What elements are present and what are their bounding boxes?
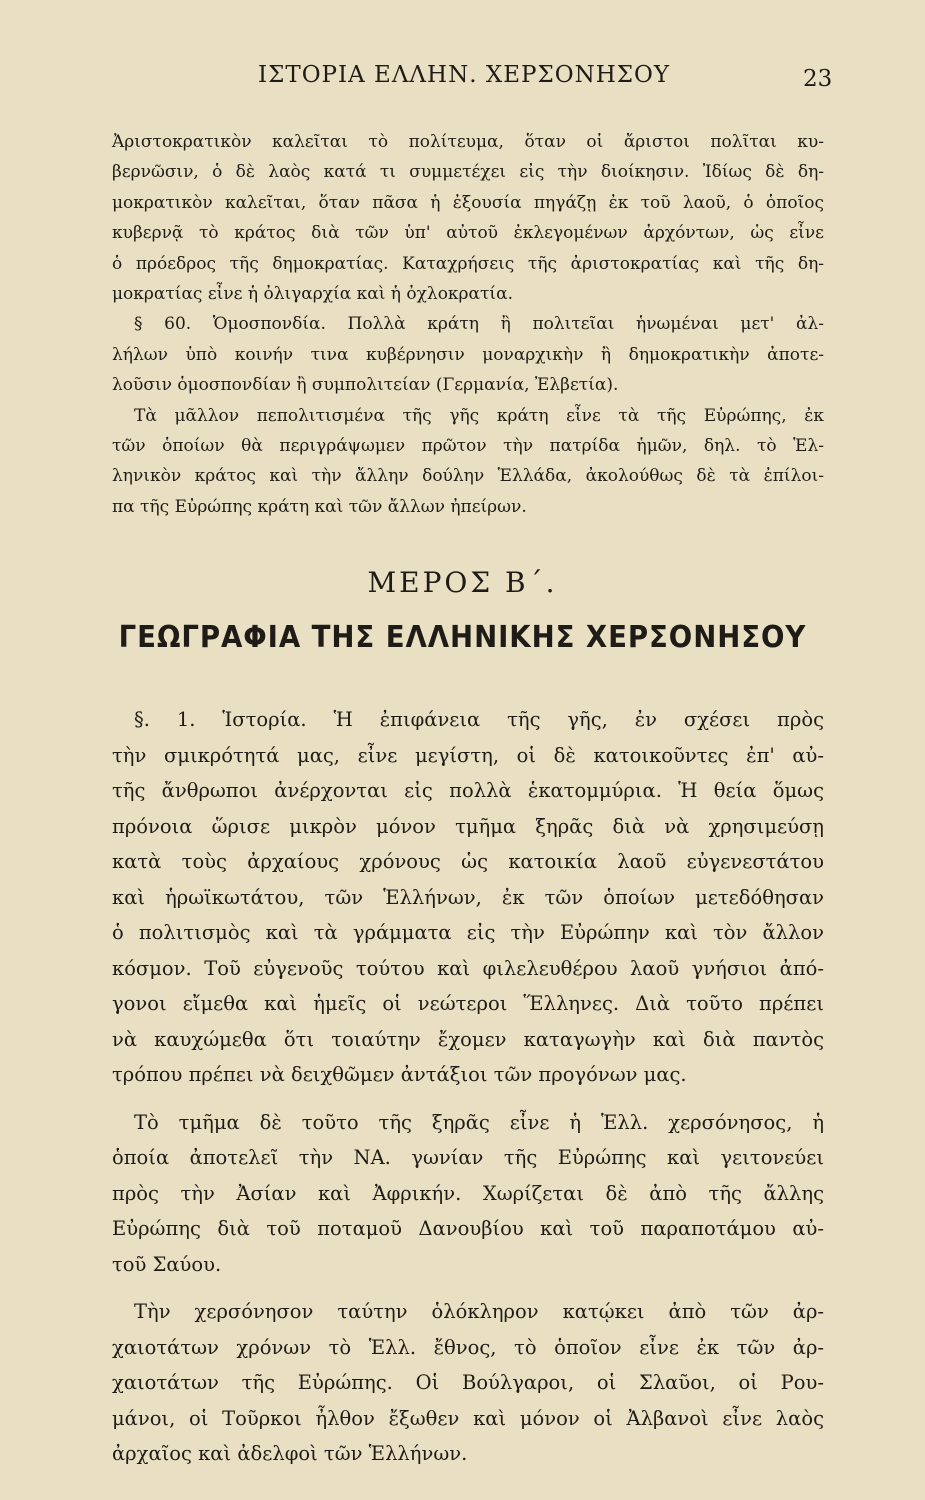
text-line: τοῦ Σαύου.	[112, 1252, 222, 1276]
paragraph-gap	[112, 1093, 824, 1105]
text-line: τρόπου πρέπει νὰ δειχθῶμεν ἀντάξιοι τῶν προγόνων μας.	[112, 1063, 687, 1086]
page-number: 23	[803, 66, 833, 92]
text-line: κατὰ τοὺς ἀρχαίους χρόνους ὡς κατοικία λαοῦ εὐγενεστάτου	[112, 850, 824, 873]
text-block-political-systems	[112, 127, 824, 522]
text-line: χαιοτάτων χρόνων τὸ Ἑλλ. ἔθνος, τὸ ὁποῖον εἶνε ἐκ τῶν ἀρ-	[112, 1335, 824, 1359]
text-line: ἀρχαῖος καὶ ἀδελφοὶ τῶν Ἑλλήνων.	[112, 1442, 468, 1465]
text-line: πρὸς τὴν Ἀσίαν καὶ Ἀφρικήν. Χωρίζεται δὲ ἀπὸ τῆς ἄλλης	[112, 1181, 824, 1205]
section-heading-line: § 60. Ὁμοσπονδία. Πολλὰ κράτη ἢ πολιτεῖαι ἡνωμέναι μετ' ἀλ-	[134, 314, 824, 335]
text-line: μοκρατικὸν καλεῖται, ὅταν πᾶσα ἡ ἐξουσία πηγάζῃ ἐκ τοῦ λαοῦ, ὁ ὁποῖος	[112, 192, 824, 213]
text-line: λοῦσιν ὁμοσπονδίαν ἢ συμπολιτείαν (Γερμανία, Ἐλβετία).	[112, 375, 619, 396]
chapter-title: ΓΕΩΓΡΑΦΙΑ ΤΗΣ ΕΛΛΗΝΙΚΗΣ ΧΕΡΣΟΝΗΣΟΥ	[118, 620, 807, 655]
text-line: πρόνοια ὥρισε μικρὸν μόνον τμῆμα ξηρᾶς διὰ νὰ χρησιμεύσῃ	[112, 814, 824, 838]
paragraph-gap	[112, 1282, 824, 1294]
text-line: Τὸ τμῆμα δὲ τοῦτο τῆς ξηρᾶς εἶνε ἡ Ἑλλ. χερσόνησος, ἡ	[134, 1110, 824, 1134]
text-line: χαιοτάτων τῆς Εὐρώπης. Οἱ Βούλγαροι, οἱ Σλαῦοι, οἱ Ρου-	[112, 1371, 824, 1394]
text-line: γονοι εἴμεθα καὶ ἡμεῖς οἱ νεώτεροι Ἕλληνες. Διὰ τοῦτο πρέπει	[112, 992, 824, 1015]
text-line: Ἀριστοκρατικὸν καλεῖται τὸ πολίτευμα, ὅταν οἱ ἄριστοι πολῖται κυ-	[112, 132, 824, 152]
text-line: κυβερνᾷ τὸ κράτος διὰ τῶν ὑπ' αὐτοῦ ἐκλεγομένων ἀρχόντων, ὡς εἶνε	[112, 223, 824, 244]
part-title: ΜΕΡΟΣ Β΄.	[367, 566, 558, 599]
text-line: τῶν ὁποίων θὰ περιγράψωμεν πρῶτον τὴν πατρίδα ἡμῶν, δηλ. τὸ Ἑλ-	[112, 435, 824, 456]
text-line: μοκρατίας εἶνε ἡ ὀλιγαρχία καὶ ἡ ὀχλοκρατία.	[112, 283, 513, 304]
text-line: Εὐρώπης διὰ τοῦ ποταμοῦ Δανουβίου καὶ τοῦ παραποτάμου αὐ-	[112, 1217, 824, 1240]
text-line: Τὰ μᾶλλον πεπολιτισμένα τῆς γῆς κράτη εἶνε τὰ τῆς Εὐρώπης, ἐκ	[134, 405, 824, 426]
text-line: Τὴν χερσόνησον ταύτην ὁλόκληρον κατῴκει ἀπὸ τῶν ἀρ-	[134, 1300, 824, 1323]
text-line: πα τῆς Εὐρώπης κράτη καὶ τῶν ἄλλων ἠπείρων.	[112, 496, 527, 517]
running-header	[0, 62, 925, 102]
text-line: κόσμον. Τοῦ εὐγενοῦς τούτου καὶ φιλελευθέρου λαοῦ γνήσιοι ἀπό-	[112, 956, 824, 980]
text-line: τῆς ἄνθρωποι ἀνέρχονται εἰς πολλὰ ἑκατομμύρια. Ἡ θεία ὅμως	[112, 779, 824, 802]
text-line: νὰ καυχώμεθα ὅτι τοιαύτην ἔχομεν καταγωγὴν καὶ διὰ παντὸς	[112, 1027, 824, 1051]
text-line: ληνικὸν κράτος καὶ τὴν ἄλλην δούλην Ἑλλάδα, ἀκολούθως δὲ τὰ ἐπίλοι-	[112, 466, 824, 487]
text-line: τὴν σμικρότητά μας, εἶνε μεγίστη, οἱ δὲ κατοικοῦντες ἐπ' αὐ-	[112, 743, 824, 767]
text-line: ὁ πρόεδρος τῆς δημοκρατίας. Καταχρήσεις τῆς ἀριστοκρατίας καὶ τῆς δη-	[112, 253, 824, 274]
text-line: ὁ πολιτισμὸς καὶ τὰ γράμματα εἰς τὴν Εὐρώπην καὶ τὸν ἄλλον	[112, 921, 824, 944]
text-line: λήλων ὑπὸ κοινήν τινα κυβέρνησιν μοναρχικὴν ἢ δημοκρατικὴν ἀποτε-	[112, 344, 824, 365]
text-line: καὶ ἡρωϊκωτάτου, τῶν Ἑλλήνων, ἐκ τῶν ὁποίων μετεδόθησαν	[112, 885, 824, 909]
text-line: μάνοι, οἱ Τοῦρκοι ἦλθον ἔξωθεν καὶ μόνον οἱ Ἀλβανοὶ εἶνε λαὸς	[112, 1406, 824, 1430]
text-line: βερνῶσιν, ὁ δὲ λαὸς κατά τι συμμετέχει εἰς τὴν διοίκησιν. Ἰδίως δὲ δη-	[112, 162, 824, 183]
text-line: ὁποία ἀποτελεῖ τὴν ΝΑ. γωνίαν τῆς Εὐρώπης καὶ γειτονεύει	[112, 1146, 824, 1169]
section-heading-line: §. 1. Ἱστορία. Ἡ ἐπιφάνεια τῆς γῆς, ἐν σχέσει πρὸς	[134, 708, 824, 731]
text-block-geography	[112, 702, 824, 1472]
running-title: ΙΣΤΟΡΙΑ ΕΛΛΗΝ. ΧΕΡΣΟΝΗΣΟΥ	[258, 62, 671, 88]
